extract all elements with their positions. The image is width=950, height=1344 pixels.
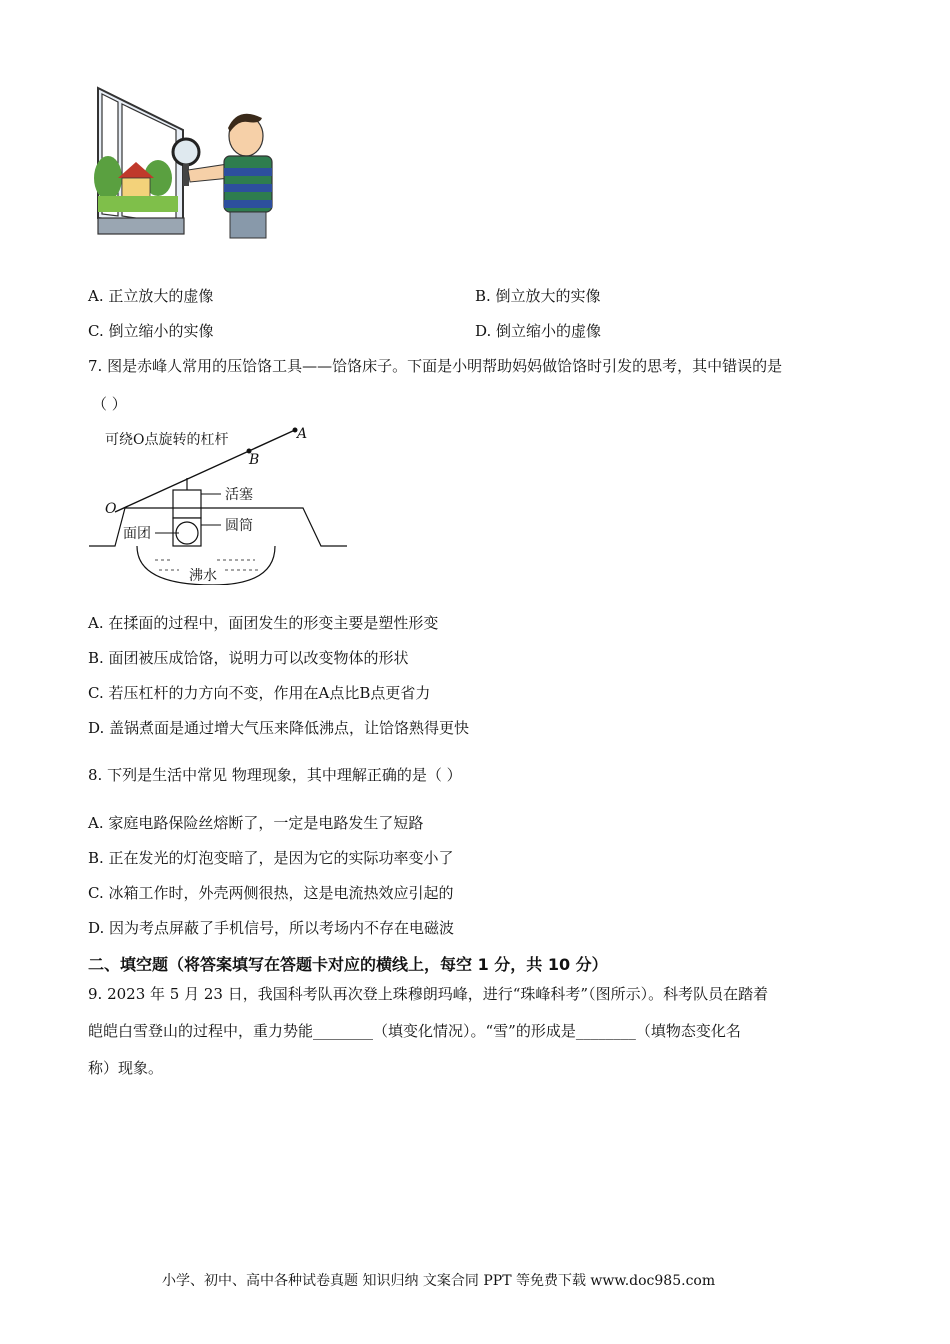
label-o: O bbox=[105, 501, 117, 517]
q7-option-d: D. 盖锅煮面是通过增大气压来降低沸点，让饸饹熟得更快 bbox=[88, 719, 470, 737]
q6-option-c: C. 倒立缩小的实像 bbox=[88, 322, 214, 340]
q8-stem: 8. 下列是生活中常见 物理现象，其中理解正确的是（ ） bbox=[88, 766, 462, 784]
q6-option-b: B. 倒立放大的实像 bbox=[475, 287, 601, 305]
q8-option-b: B. 正在发光的灯泡变暗了，是因为它的实际功率变小了 bbox=[88, 849, 454, 867]
q8-option-c: C. 冰箱工作时，外壳两侧很热，这是电流热效应引起的 bbox=[88, 884, 454, 902]
q7-stem-line1: 7. 图是赤峰人常用的压饸饹工具——饸饹床子。下面是小明帮助妈妈做饸饹时引发的思考，其中错误的是 bbox=[88, 357, 783, 375]
q9-line1: 9. 2023 年 5 月 23 日，我国科考队再次登上珠穆朗玛峰，进行“珠峰科考”（图所示）。科考队员在踏着 bbox=[88, 985, 769, 1003]
q6-option-a: A. 正立放大的虚像 bbox=[88, 287, 214, 305]
label-water: 沸水 bbox=[189, 568, 217, 584]
diagram-caption: 可绕O点旋转的杠杆 bbox=[105, 432, 229, 448]
q9-line2: 皑皑白雪登山的过程中，重力势能________（填变化情况）。“雪”的形成是________（填物态变化名 bbox=[88, 1022, 741, 1040]
label-dough: 面团 bbox=[123, 526, 151, 542]
q8-option-a: A. 家庭电路保险丝熔断了，一定是电路发生了短路 bbox=[88, 814, 424, 832]
lever-press-diagram bbox=[85, 420, 350, 585]
section-heading: 二、填空题（将答案填写在答题卡对应的横线上，每空 1 分，共 10 分） bbox=[88, 955, 608, 974]
magnifier-window-illustration bbox=[88, 78, 288, 240]
label-cylinder: 圆筒 bbox=[225, 518, 253, 534]
q9-line3: 称）现象。 bbox=[88, 1059, 164, 1077]
q7-stem-line2: （ ） bbox=[92, 395, 127, 413]
q7-option-a: A. 在揉面的过程中，面团发生的形变主要是塑性形变 bbox=[88, 614, 439, 632]
q8-option-d: D. 因为考点屏蔽了手机信号，所以考场内不存在电磁波 bbox=[88, 919, 455, 937]
q7-option-b: B. 面团被压成饸饹，说明力可以改变物体的形状 bbox=[88, 649, 409, 667]
page-footer: 小学、初中、高中各种试卷真题 知识归纳 文案合同 PPT 等免费下载 www.doc985.com bbox=[162, 1273, 716, 1289]
q7-option-c: C. 若压杠杆的力方向不变，作用在A点比B点更省力 bbox=[88, 684, 431, 702]
label-piston: 活塞 bbox=[225, 487, 253, 503]
label-a: A bbox=[297, 426, 308, 442]
q6-option-d: D. 倒立缩小的虚像 bbox=[475, 322, 602, 340]
label-b: B bbox=[249, 452, 260, 468]
